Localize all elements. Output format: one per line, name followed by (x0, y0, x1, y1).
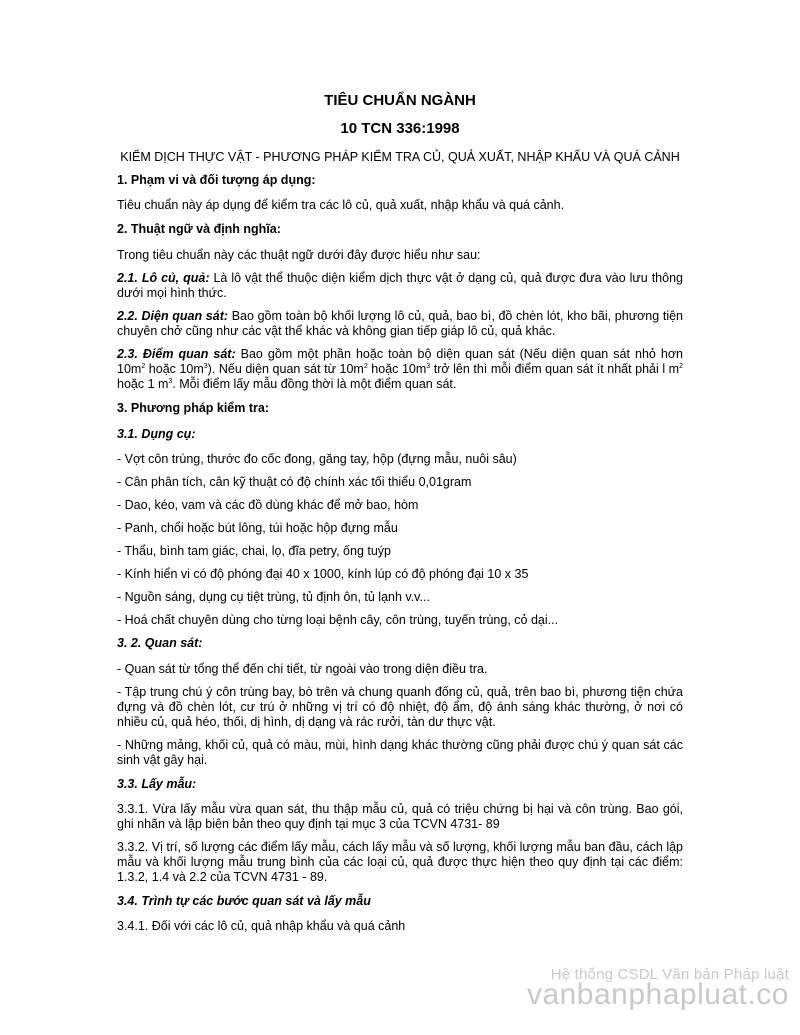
paragraph-3-4-1: 3.4.1. Đối với các lô củ, quả nhập khẩu và quá cảnh (117, 919, 406, 933)
superscript: 2 (679, 362, 683, 370)
section-3-1-heading: 3.1. Dụng cụ: (117, 427, 196, 441)
superscript: 2 (363, 362, 368, 370)
section-3-heading: 3. Phương pháp kiểm tra: (117, 401, 269, 415)
section-3-4-heading: 3.4. Trình tự các bước quan sát và lấy mẫu (117, 894, 371, 908)
list-item: - Dao, kéo, vam và các đồ dùng khác để mở bao, hòm (117, 498, 419, 512)
list-item: - Vợt côn trùng, thước đo cốc đong, găng tay, hộp (đựng mẫu, nuôi sâu) (117, 452, 517, 466)
definition-2-1-term: 2.1. Lô củ, quả: (117, 271, 210, 285)
list-item: - Quan sát từ tổng thể đến chi tiết, từ ngoài vào trong diện điều tra. (117, 662, 488, 676)
superscript: 3 (203, 362, 208, 370)
document-code: 10 TCN 336:1998 (340, 120, 460, 137)
list-item: - Nguồn sáng, dụng cụ tiệt trùng, tủ định ôn, tủ lạnh v.v... (117, 590, 430, 604)
definition-2-3-text-a: Bao gồm một phần hoặc toàn bộ diện quan sát (Nếu diện quan sát nhỏ hơn 10m (117, 347, 683, 376)
watermark-line-2: vanbanphapluat.co (526, 978, 789, 1011)
definition-2-1 (117, 271, 683, 301)
definition-2-3-text-e: trở lên thì mỗi điểm quan sát ít nhất phải l m (430, 362, 680, 376)
paragraph-3-3-2: 3.3.2. Vị trí, số lượng các điểm lấy mẫu, cách lấy mẫu và số lượng, khối lượng mẫu ban đầu, cách lập mẫu và khối lượng mẫu trung bình của các loại củ, quả được thực hiện theo quy định tại các điểm: 1.3.2, 1.4 và 2.2 của TCVN 4731 - 89. (117, 840, 683, 884)
list-item: - Hoá chất chuyên dùng cho từng loại bệnh cây, côn trùng, tuyến trùng, cỏ dại... (117, 613, 559, 627)
list-item: - Cân phân tích, cân kỹ thuật có độ chính xác tối thiểu 0,01gram (117, 475, 472, 489)
section-1-heading: 1. Phạm vi và đối tượng áp dụng: (117, 173, 316, 187)
section-1-text: Tiêu chuẩn này áp dụng để kiểm tra các lô củ, quả xuất, nhập khẩu và quá cảnh. (117, 198, 565, 212)
list-item: - Tập trung chú ý côn trùng bay, bò trên và chung quanh đống củ, quả, trên bao bì, phương tiện chứa đựng và đồ chèn lót, cư trú ở những vị trí có độ nhiệt, độ ẩm, độ ánh sáng khác thường, ở nơi có nhiều củ, quả héo, thối, dị hình, dị dạng và rác rưởi, tàn dư thực vật. (117, 685, 683, 729)
definition-2-3-term: 2.3. Điểm quan sát: (117, 347, 236, 361)
definition-2-3-text-d: hoặc 10m (367, 362, 427, 376)
watermark-line-1: Hệ thống CSDL Văn bản Pháp luật (550, 966, 789, 983)
definition-2-3-text-f: hoặc 1 m (117, 377, 169, 391)
document-title: TIÊU CHUẨN NGÀNH (324, 92, 476, 109)
section-2-text: Trong tiêu chuẩn này các thuật ngữ dưới đây được hiểu như sau: (117, 248, 481, 262)
definition-2-3-text-b: hoặc 10m (145, 362, 204, 376)
definition-2-3-text-c: ). Nếu diện quan sát từ 10m (207, 362, 364, 376)
list-item: - Những mảng, khối củ, quả có màu, mùi, hình dạng khác thường cũng phải được chú ý quan sát các sinh vật gây hại. (117, 738, 683, 767)
definition-2-3 (117, 347, 683, 392)
definition-2-2 (117, 309, 683, 339)
definition-2-3-text-g: . Mỗi điểm lấy mẫu đồng thời là một điểm quan sát. (172, 377, 457, 391)
definition-2-2-term: 2.2. Diện quan sát: (117, 309, 229, 323)
list-item: - Kính hiển vi có độ phóng đại 40 x 1000, kính lúp có độ phóng đại 10 x 35 (117, 567, 529, 581)
superscript: 3 (168, 377, 173, 385)
document-page (117, 92, 683, 934)
section-3-3-heading: 3.3. Lấy mẫu: (117, 777, 197, 791)
section-3-2-heading: 3. 2. Quan sát: (117, 636, 203, 650)
definition-2-2-text: Bao gồm toàn bộ khối lượng lô củ, quả, bao bì, đồ chèn lót, kho bãi, phương tiện chuyên chở cũng như các vật thể khác và không gian tiếp giáp lô củ, quả khác. (117, 309, 683, 338)
superscript: 3 (426, 362, 431, 370)
list-item: - Panh, chổi hoặc bút lông, túi hoặc hộp đựng mẫu (117, 521, 398, 535)
paragraph-3-3-1: 3.3.1. Vừa lấy mẫu vừa quan sát, thu thập mẫu củ, quả có triệu chứng bị hại và côn trùng. Bao gói, ghi nhãn và lập biên bản theo quy định tại mục 3 của TCVN 4731- 89 (117, 802, 683, 831)
section-2-heading: 2. Thuật ngữ và định nghĩa: (117, 222, 281, 236)
superscript: 2 (141, 362, 146, 370)
definition-2-1-text: Là lô vật thể thuộc diện kiểm dịch thực vật ở dạng củ, quả được đưa vào lưu thông dưới mọi hình thức. (117, 271, 683, 300)
list-item: - Thẩu, bình tam giác, chai, lọ, đĩa petry, ống tuýp (117, 544, 391, 558)
document-subtitle: KIỂM DỊCH THỰC VẬT - PHƯƠNG PHÁP KIỂM TRA CỦ, QUẢ XUẤT, NHẬP KHẨU VÀ QUÁ CẢNH (120, 150, 680, 164)
